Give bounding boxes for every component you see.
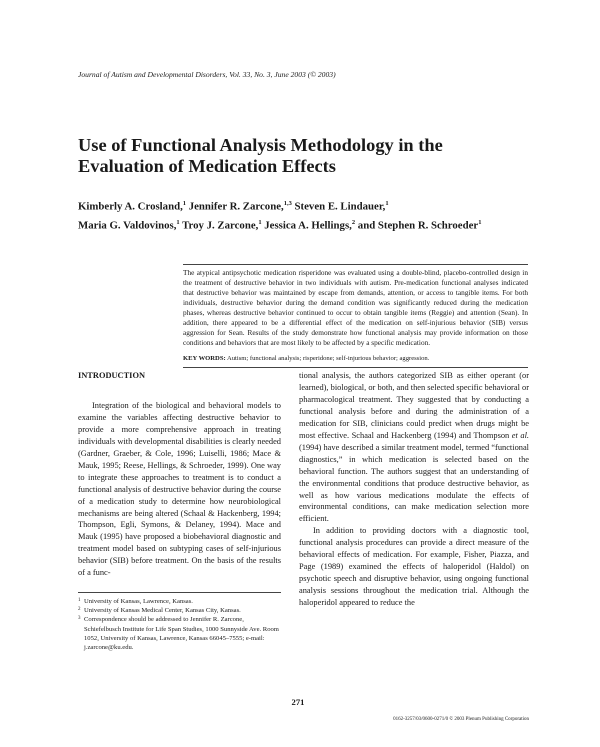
author-affiliation: 1,3 bbox=[283, 200, 292, 207]
intro-paragraph-1: Integration of the biological and behavioral models to examine the variables affecting destructive behavior to provide a more comprehensive approach in treating individuals with developmental disabilities is clearly needed (Gardner, Graeber, & Cole, 1996; Luiselli, 1986; Mace & Mauk, 1995; Reese, Hellings, & Schroeder, 1999). One way to integrate these approaches to treatment is to conduct a functional analysis of destructive behavior during the course of a medication study to determine how neurobiological mechanisms are being altered (Schaal & Hackenberg, 1994; Thompson, Egli, Symons, & Delaney, 1994). Mace and Mauk (1995) have proposed a biobehavioral diagnostic and treatment model based on subtyping cases of self-injurious behavior (SIB) before treatment. On the basis of the results of a func- bbox=[78, 400, 281, 578]
footnote-mark: 2 bbox=[78, 607, 81, 613]
footnote-mark: 1 bbox=[78, 598, 81, 603]
footnote-3 bbox=[78, 615, 281, 652]
paragraph-text: (1994) have described a similar treatment model, termed “functional diagnostics,” in which medication is selected based on the behavioral function. The authors suggest that an understanding of the environmental conditions that produce destructive behavior, as well as how various medications modulate the effects of environmental conditions, can make medication selection more efficient. bbox=[299, 442, 529, 524]
footnotes bbox=[78, 592, 281, 652]
author-name: Jennifer R. Zarcone, bbox=[186, 200, 284, 213]
author-name: Jessica A. Hellings, bbox=[261, 219, 352, 232]
author-affiliation: 1 bbox=[258, 219, 262, 227]
intro-paragraph-1-continued bbox=[299, 370, 529, 525]
keywords-label: KEY WORDS: bbox=[183, 355, 226, 363]
author-affiliation: 1 bbox=[385, 200, 389, 207]
section-heading: INTRODUCTION bbox=[78, 371, 146, 380]
author-name: Maria G. Valdovinos, bbox=[78, 219, 177, 232]
right-column bbox=[299, 370, 529, 609]
footnote-1 bbox=[78, 597, 281, 606]
author-affiliation: 1 bbox=[478, 219, 482, 227]
journal-citation: Journal of Autism and Developmental Disorders, Vol. 33, No. 3, June 2003 (© 2003) bbox=[78, 70, 336, 79]
author-affiliation: 2 bbox=[351, 219, 356, 227]
author-name: Steven E. Lindauer, bbox=[291, 200, 386, 213]
author-name: Kimberly A. Crosland, bbox=[78, 200, 183, 213]
author-affiliation: 1 bbox=[176, 219, 180, 227]
abstract-text: The atypical antipsychotic medication risperidone was evaluated using a double-blind, placebo-controlled design in the treatment of destructive behavior in two individuals with autism. Pre-medication functional analyses indicated that destructive behavior was maintained by escape from demands, attention, or access to tangible items. For both individuals, destructive behavior during the demand condition was significantly reduced during the medication phases, whereas destructive behavior continued to occur to obtain tangible items (Reggie) and attention (Sean). In addition, there appeared to be a differential effect of the medication on self-injurious behavior (SIB) versus aggression for Sean. Results of the study demonstrate how functional analysis may provide information on those conditions and behaviors that are most likely to be affected by a specific medication. bbox=[183, 268, 528, 348]
author-line-2 bbox=[78, 215, 548, 234]
author-list bbox=[78, 196, 548, 234]
footnote-text: University of Kansas, Lawrence, Kansas. bbox=[84, 598, 193, 605]
footnote-mark: 3 bbox=[78, 616, 81, 622]
author-name: and Stephen R. Schroeder bbox=[355, 219, 479, 232]
keywords-text: Autism; functional analysis; risperidone; self-injurious behavior; aggression. bbox=[225, 355, 430, 363]
author-name: Troy J. Zarcone, bbox=[179, 219, 259, 232]
footnote-text: University of Kansas Medical Center, Kansas City, Kansas. bbox=[84, 607, 241, 615]
author-affiliation: 1 bbox=[182, 200, 187, 207]
paragraph-text: tional analysis, the authors categorized SIB as either operant (or learned), biological, or both, and then selected specific behavioral or pharmacological treatment. They suggested that by conducting a functional analysis before and during the administration of a medication for SIB, clinicians could predict when drugs might be most effective. Schaal and Hackenberg (1994) and Thompson bbox=[299, 371, 529, 440]
keywords bbox=[183, 354, 528, 368]
footnote-2 bbox=[78, 606, 281, 615]
et-al-italic: et al. bbox=[511, 430, 529, 440]
article-title: Use of Functional Analysis Methodology in the Evaluation of Medication Effects bbox=[78, 135, 443, 176]
copyright-line: 0162-3257/03/0600-0271/0 © 2003 Plenum Publishing Corporation bbox=[393, 717, 529, 722]
author-line-1 bbox=[78, 196, 548, 215]
left-column bbox=[78, 370, 281, 579]
abstract-box bbox=[183, 264, 528, 368]
intro-paragraph-2: In addition to providing doctors with a diagnostic tool, functional analysis procedures can provide a direct measure of the behavioral effects of medication. For example, Fisher, Piazza, and Page (1989) examined the effects of haloperidol (Haldol) on psychotic speech and disruptive behavior, using ongoing functional analysis sessions throughout the medication trial. Although the haloperidol appeared to reduce the bbox=[299, 526, 529, 608]
page-number: 271 bbox=[291, 697, 305, 707]
footnote-text: Correspondence should be addressed to Jennifer R. Zarcone, Schiefelbusch Institute for Life Span Studies, 1000 Sunnyside Ave. Room 1052, University of Kansas, Lawrence, Kansas 66045–7555; e-mail: j.zarcone@ku.edu. bbox=[84, 616, 279, 652]
